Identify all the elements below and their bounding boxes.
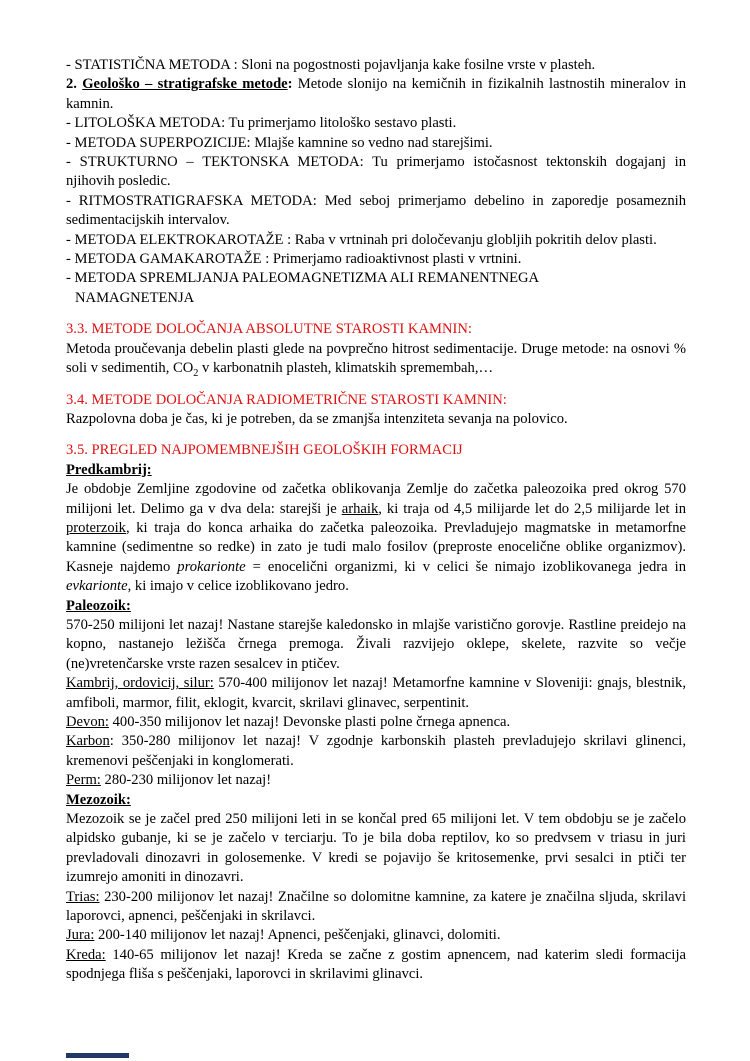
text-run: - METODA ELEKTROKAROTAŽE : Raba v vrtninah pri določevanju globljih pokritih delov plasti. <box>66 231 657 248</box>
method-ritmostratigrafska <box>66 192 686 231</box>
predkambrij-title <box>66 461 686 480</box>
paleozoik-body <box>66 616 686 674</box>
text-run: : <box>287 76 293 93</box>
method-elektrokarotaza <box>66 231 686 250</box>
method-paleomagnetizem-cont <box>66 289 686 308</box>
kambrij-ordovicij-silur <box>66 674 686 713</box>
mezozoik-title <box>66 791 686 810</box>
text-run: arhaik <box>341 500 379 517</box>
method-statistical <box>66 56 686 75</box>
text-run: 3.3. METODE DOLOČANJA ABSOLUTNE STAROSTI KAMNIN: <box>66 321 472 338</box>
text-run: 2 <box>193 368 199 379</box>
text-run: 230-200 milijonov let nazaj! Značilne so dolomitne kamnine, za katere je značilna sljuda, skrilavi laporovci, apnenci, peščenjaki in skrilavci. <box>66 888 686 925</box>
text-run: , ki traja do konca arhaika do začetka paleozoika. Prevladujejo magmatske in metamorfne kamnine (sedimentne so redke) in zato je tudi malo fosilov (preproste enocelične oblike organizmov). Kasneje najdemo <box>66 519 686 575</box>
text-run: - METODA SPREMLJANJA PALEOMAGNETIZMA ALI REMANENTNEGA <box>66 270 540 287</box>
heading-geolosko-stratigrafske <box>66 75 686 114</box>
predkambrij-body <box>66 480 686 596</box>
spacer-3 <box>66 429 686 441</box>
text-run: Metode slonijo na kemičnih in fizikalnih lastnostih mineralov in kamnin. <box>66 76 686 112</box>
method-strukturno-tektonska <box>66 153 686 192</box>
text-run: Geološko – stratigrafske metode <box>82 76 288 93</box>
mezozoik-body <box>66 810 686 888</box>
text-run: Mezozoik se je začel pred 250 milijoni leti in se končal pred 65 milijoni let. V tem obdobju se je začelo alpidsko gubanje, ki se je začelo v terciarju. To je bila doba reptilov, ko so predvsem v triasu in juri prevladovali dinozavri in golosemenke. V kredi se pojavijo še kritosemenke, prvi sesalci in ptiči ter izumrejo amoniti in dinozavri. <box>66 811 686 886</box>
text-run: - STATISTIČNA METODA : Sloni na pogostnosti pojavljanja kake fosilne vrste v plasteh. <box>66 57 596 73</box>
text-run: 3.5. PREGLED NAJPOMEMBNEJŠIH GEOLOŠKIH FORMACIJ <box>66 442 463 459</box>
text-run: evkarionte <box>66 578 128 595</box>
text-run: Predkambrij: <box>66 461 152 478</box>
text-run: - RITMOSTRATIGRAFSKA METODA: Med seboj primerjamo debelino in zaporedje posameznih sedimentacijskih intervalov. <box>66 192 686 229</box>
text-run: Perm: <box>66 772 101 789</box>
method-superpozicija <box>66 134 686 153</box>
text-run: , ki imajo v celice izoblikovano jedro. <box>127 578 349 595</box>
text-run: Kreda: <box>66 946 106 963</box>
text-run: prokarionte <box>177 558 246 575</box>
text-run: 570-400 milijonov let nazaj! Metamorfne kamnine v Sloveniji: gnajs, blestnik, amfiboli, marmor, filit, eklogit, kvarcit, skrilavi glinavec, serpentinit. <box>66 675 686 711</box>
method-paleomagnetizem <box>66 269 686 288</box>
karbon <box>66 732 686 771</box>
text-run: - METODA GAMAKAROTAŽE : Primerjamo radioaktivnost plasti v vrtnini. <box>66 251 522 268</box>
text-run: Karbon <box>66 733 110 750</box>
footer-mark <box>66 1053 129 1058</box>
devon <box>66 713 686 732</box>
spacer-1 <box>66 308 686 320</box>
text-run: Mezozoik: <box>66 791 131 808</box>
perm <box>66 771 686 790</box>
kreda <box>66 946 686 985</box>
text-run: : 350-280 milijonov let nazaj! V zgodnje karbonskih plasteh prevladujejo skrilavi glinenci, kremenovi peščenjaki in konglomerati. <box>66 733 686 769</box>
text-run: Metoda proučevanja debelin plasti glede na povprečno hitrost sedimentacije. Druge metode: na osnovi % soli v sedimentih, CO <box>66 340 686 377</box>
trias <box>66 888 686 927</box>
method-gamakarotaza <box>66 250 686 269</box>
text-run: - STRUKTURNO – TEKTONSKA METODA: Tu primerjamo istočasnost tektonskih dogajanj in njihovih posledic. <box>66 154 686 190</box>
text-run: = enocelični organizmi, ki v celici še nimajo izoblikovanega jedra in <box>245 558 686 575</box>
section-3-4-body <box>66 410 686 429</box>
text-run: 400-350 milijonov let nazaj! Devonske plasti polne črnega apnenca. <box>108 714 511 730</box>
text-run: , ki traja od 4,5 milijarde let do 2,5 milijarde let in <box>378 500 686 517</box>
text-run: v karbonatnih plasteh, klimatskih spremembah,… <box>198 360 494 377</box>
text-run: 200-140 milijonov let nazaj! Apnenci, peščenjaki, glinavci, dolomiti. <box>94 927 501 944</box>
text-run: Devon: <box>66 714 109 730</box>
text-run: proterzoik <box>66 519 126 536</box>
text-run: Je obdobje Zemljine zgodovine od začetka oblikovanja Zemlje do začetka paleozoika pred okrog 570 milijoni let. Delimo ga v dva dela: starejši je <box>66 481 686 517</box>
text-run: 570-250 milijoni let nazaj! Nastane starejše kaledonsko in mlajše varistično gorovje. Rastline preidejo na kopno, nastanejo ležišča črnega premoga. Živali razvijejo oklepe, skelete, razvite so večje (ne)vretenčarske vrste razen sesalcev in ptičev. <box>66 616 686 672</box>
document-content <box>66 56 686 985</box>
section-3-5-heading <box>66 441 686 460</box>
section-3-4-heading <box>66 391 686 410</box>
text-run: 2. <box>66 76 83 93</box>
paleozoik-title <box>66 597 686 616</box>
spacer-2 <box>66 379 686 391</box>
text-run: Jura: <box>66 927 95 944</box>
jura <box>66 926 686 945</box>
text-run: Paleozoik: <box>66 597 131 614</box>
text-run: - LITOLOŠKA METODA: Tu primerjamo litološko sestavo plasti. <box>66 115 457 132</box>
section-3-3-heading <box>66 320 686 339</box>
text-run: 3.4. METODE DOLOČANJA RADIOMETRIČNE STAROSTI KAMNIN: <box>66 391 507 408</box>
section-3-3-body <box>66 340 686 379</box>
text-run: Trias: <box>66 888 100 905</box>
method-litoloska <box>66 114 686 133</box>
text-run: Razpolovna doba je čas, ki je potreben, da se zmanjša intenziteta sevanja na polovico. <box>66 410 568 427</box>
text-run: 140-65 milijonov let nazaj! Kreda se začne z gostim apnencem, nad katerim sledi formacija spodnjega fliša s peščenjaki, laporovci in skrilavimi glinavci. <box>66 946 686 983</box>
text-run: Kambrij, ordovicij, silur: <box>66 675 214 692</box>
text-run: - METODA SUPERPOZICIJE: Mlajše kamnine so vedno nad starejšimi. <box>66 134 493 151</box>
text-run: 280-230 milijonov let nazaj! <box>100 772 272 789</box>
text-run: NAMAGNETENJA <box>75 289 195 306</box>
